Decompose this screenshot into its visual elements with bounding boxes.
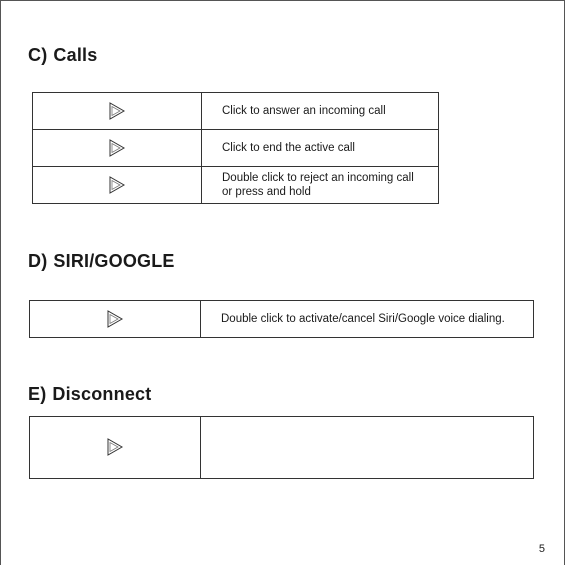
section-letter: C) <box>28 45 48 65</box>
section-heading-calls <box>28 45 97 66</box>
play-button-icon <box>108 139 126 157</box>
section-letter: D) <box>28 251 48 271</box>
description-cell: Click to answer an incoming call <box>202 93 439 130</box>
icon-cell <box>30 301 201 338</box>
play-button-icon <box>108 102 126 120</box>
icon-cell <box>33 93 202 130</box>
section-heading-siri-google <box>28 251 175 272</box>
table-row <box>33 167 439 204</box>
table-row <box>33 130 439 167</box>
description-cell: Double click to activate/cancel Siri/Google voice dialing. <box>201 301 534 338</box>
play-button-icon <box>106 438 124 456</box>
disconnect-table <box>29 416 534 479</box>
description-cell <box>201 417 534 479</box>
section-heading-disconnect <box>28 384 151 405</box>
section-title: Disconnect <box>52 384 152 404</box>
table-row <box>33 93 439 130</box>
section-title: Calls <box>53 45 98 65</box>
icon-cell <box>33 167 202 204</box>
page-number: 5 <box>538 543 545 555</box>
play-button-icon <box>106 310 124 328</box>
siri-google-table <box>29 300 534 338</box>
play-button-icon <box>108 176 126 194</box>
calls-table <box>32 92 439 204</box>
section-letter: E) <box>28 384 47 404</box>
table-row <box>30 301 534 338</box>
icon-cell <box>30 417 201 479</box>
table-row <box>30 417 534 479</box>
description-cell: Click to end the active call <box>202 130 439 167</box>
description-cell: Double click to reject an incoming call or press and hold <box>202 167 439 204</box>
section-title: SIRI/GOOGLE <box>53 251 175 271</box>
icon-cell <box>33 130 202 167</box>
